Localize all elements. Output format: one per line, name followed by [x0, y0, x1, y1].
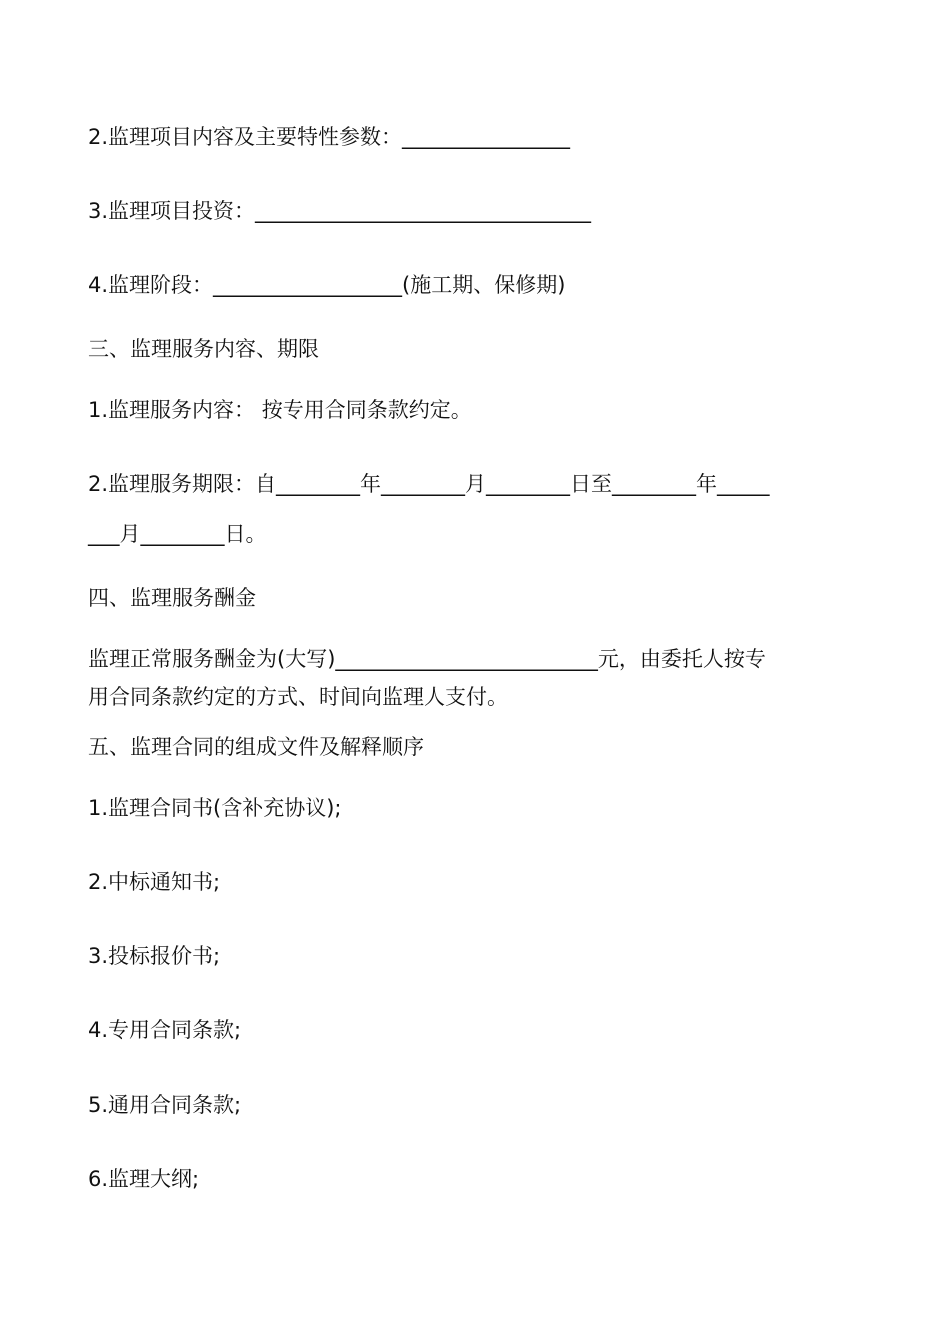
list-item-supervision-outline: 6.监理大纲;	[88, 1167, 200, 1191]
paragraph-service-fee: 监理正常服务酬金为(大写)_________________________元，由委托人按专	[88, 647, 766, 671]
list-item-general-terms: 5.通用合同条款;	[88, 1093, 242, 1117]
item-project-investment: 3.监理项目投资：________________________________	[88, 199, 592, 223]
section-heading-service-fee: 四、监理服务酬金	[88, 586, 256, 610]
list-item-contract-agreement: 1.监理合同书(含补充协议);	[88, 796, 342, 820]
list-item-special-terms: 4.专用合同条款;	[88, 1018, 242, 1042]
paragraph-service-fee-continued: 用合同条款约定的方式、时间向监理人支付。	[88, 685, 508, 709]
item-supervision-stage: 4.监理阶段：__________________(施工期、保修期)	[88, 273, 566, 297]
item-project-content-params: 2.监理项目内容及主要特性参数：________________	[88, 125, 571, 149]
item-service-term: 2.监理服务期限：自________年________月________日至________年_____	[88, 472, 770, 496]
item-service-content: 1.监理服务内容： 按专用合同条款约定。	[88, 398, 472, 422]
section-heading-service-content-term: 三、监理服务内容、期限	[88, 337, 319, 361]
section-heading-contract-documents: 五、监理合同的组成文件及解释顺序	[88, 735, 424, 759]
list-item-bid-notice: 2.中标通知书;	[88, 870, 221, 894]
item-service-term-continued: ___月________日。	[88, 522, 267, 546]
list-item-bid-quote: 3.投标报价书;	[88, 944, 221, 968]
